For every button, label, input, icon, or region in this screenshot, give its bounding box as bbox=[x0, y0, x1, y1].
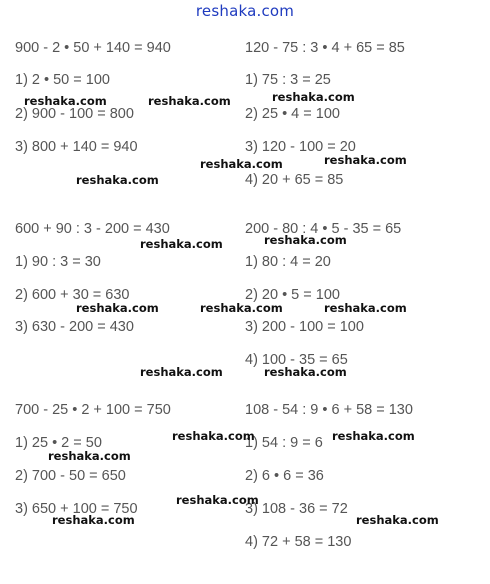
problem-1-step-3: 3) 800 + 140 = 940 bbox=[15, 139, 138, 155]
watermark: reshaka.com bbox=[324, 153, 407, 167]
problem-3-step-3: 3) 630 - 200 = 430 bbox=[15, 319, 134, 335]
watermark: reshaka.com bbox=[48, 449, 131, 463]
watermark: reshaka.com bbox=[324, 301, 407, 315]
problem-6-expression: 108 - 54 : 9 • 6 + 58 = 130 bbox=[245, 402, 413, 418]
watermark: reshaka.com bbox=[176, 493, 259, 507]
problem-1-step-1: 1) 2 • 50 = 100 bbox=[15, 72, 110, 88]
watermark: reshaka.com bbox=[140, 237, 223, 251]
problem-6-step-2: 2) 6 • 6 = 36 bbox=[245, 468, 324, 484]
watermark: reshaka.com bbox=[332, 429, 415, 443]
problem-4-step-1: 1) 80 : 4 = 20 bbox=[245, 254, 331, 270]
watermark: reshaka.com bbox=[52, 513, 135, 527]
watermark: reshaka.com bbox=[264, 365, 347, 379]
watermark: reshaka.com bbox=[356, 513, 439, 527]
problem-4-step-2: 2) 20 • 5 = 100 bbox=[245, 287, 340, 303]
problem-2-step-4: 4) 20 + 65 = 85 bbox=[245, 172, 344, 188]
problem-6-step-3: 3) 108 - 36 = 72 bbox=[245, 501, 348, 517]
problem-1-step-2: 2) 900 - 100 = 800 bbox=[15, 106, 134, 122]
problem-2-step-3: 3) 120 - 100 = 20 bbox=[245, 139, 356, 155]
problem-5-expression: 700 - 25 • 2 + 100 = 750 bbox=[15, 402, 171, 418]
problem-2-step-1: 1) 75 : 3 = 25 bbox=[245, 72, 331, 88]
problem-4-expression: 200 - 80 : 4 • 5 - 35 = 65 bbox=[245, 221, 402, 237]
watermark: reshaka.com bbox=[148, 94, 231, 108]
problem-6-step-1: 1) 54 : 9 = 6 bbox=[245, 435, 323, 451]
watermark: reshaka.com bbox=[272, 90, 355, 104]
watermark: reshaka.com bbox=[140, 365, 223, 379]
watermark: reshaka.com bbox=[200, 301, 283, 315]
watermark: reshaka.com bbox=[172, 429, 255, 443]
problem-3-step-2: 2) 600 + 30 = 630 bbox=[15, 287, 130, 303]
problem-4-step-4: 4) 100 - 35 = 65 bbox=[245, 352, 348, 368]
problem-2-step-2: 2) 25 • 4 = 100 bbox=[245, 106, 340, 122]
problem-6-step-4: 4) 72 + 58 = 130 bbox=[245, 534, 352, 550]
site-title: reshaka.com bbox=[195, 2, 295, 20]
watermark: reshaka.com bbox=[76, 173, 159, 187]
problem-4-step-3: 3) 200 - 100 = 100 bbox=[245, 319, 364, 335]
problem-5-step-1: 1) 25 • 2 = 50 bbox=[15, 435, 102, 451]
problem-3-step-1: 1) 90 : 3 = 30 bbox=[15, 254, 101, 270]
watermark: reshaka.com bbox=[76, 301, 159, 315]
problem-1-expression: 900 - 2 • 50 + 140 = 940 bbox=[15, 40, 171, 56]
watermark: reshaka.com bbox=[264, 233, 347, 247]
problem-2-expression: 120 - 75 : 3 • 4 + 65 = 85 bbox=[245, 40, 405, 56]
watermark: reshaka.com bbox=[24, 94, 107, 108]
watermark: reshaka.com bbox=[200, 157, 283, 171]
problem-5-step-2: 2) 700 - 50 = 650 bbox=[15, 468, 126, 484]
problem-3-expression: 600 + 90 : 3 - 200 = 430 bbox=[15, 221, 170, 237]
problem-5-step-3: 3) 650 + 100 = 750 bbox=[15, 501, 138, 517]
